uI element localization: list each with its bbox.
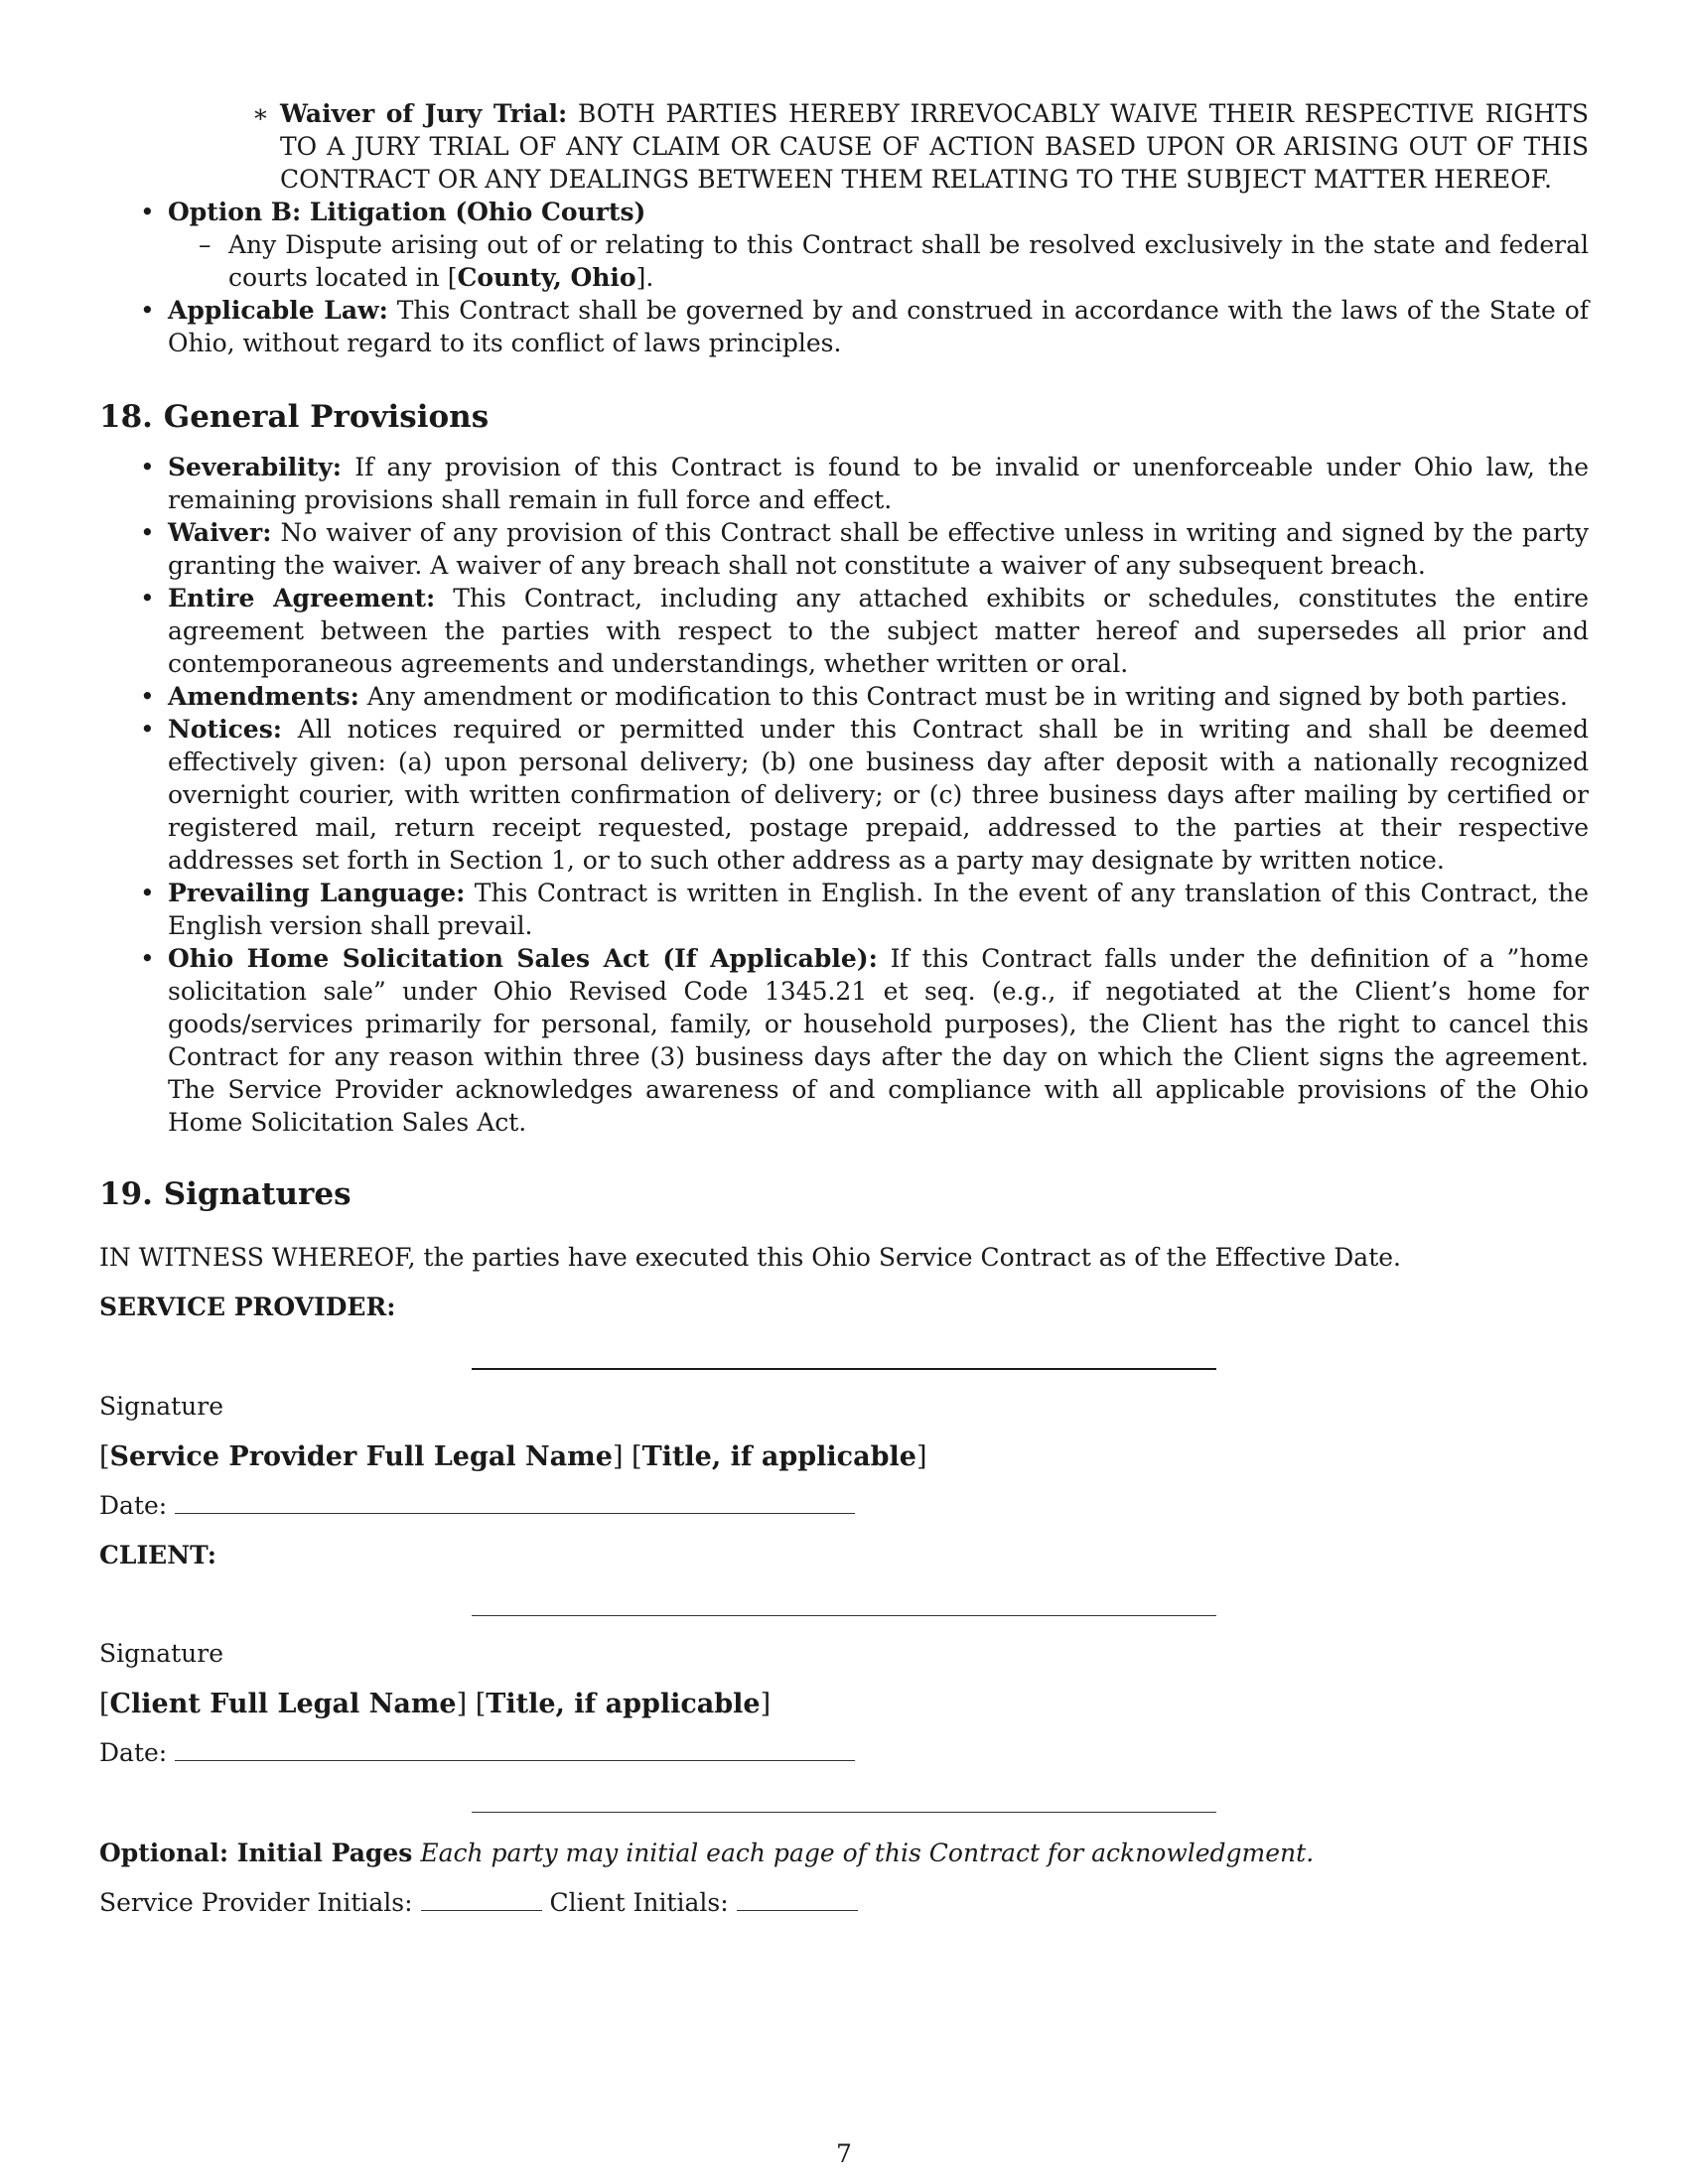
- witness-intro: IN WITNESS WHEREOF, the parties have executed this Ohio Service Contract as of the Effective Date.: [99, 1243, 1401, 1272]
- bullet-icon: •: [140, 453, 155, 481]
- provider-party-label: SERVICE PROVIDER:: [99, 1293, 396, 1321]
- provider-initials-field[interactable]: [421, 1888, 542, 1911]
- option-b-county: County, Ohio: [457, 263, 636, 292]
- provision-item: [140, 680, 1589, 713]
- client-date-label: Date:: [99, 1738, 168, 1767]
- provision-item: [140, 877, 1589, 942]
- dash-bullet: –: [199, 230, 211, 259]
- client-name: Client Full Legal Name: [109, 1689, 457, 1719]
- asterisk-bullet: ∗: [252, 99, 269, 128]
- provision-item: [140, 582, 1589, 680]
- applicable-law-label: Applicable Law:: [168, 296, 388, 325]
- provider-date-field[interactable]: [175, 1491, 855, 1514]
- initials-note: Each party may initial each page of this Contract for acknowledgment.: [420, 1839, 1315, 1867]
- bullet-icon: •: [140, 715, 155, 744]
- client-initials-label: Client Initials:: [549, 1888, 729, 1917]
- provision-item: [140, 451, 1589, 516]
- client-initials-field[interactable]: [737, 1888, 858, 1911]
- client-signature-label: Signature: [99, 1639, 224, 1668]
- provider-name-line: [Service Provider Full Legal Name] [Title, if applicable]: [99, 1441, 927, 1472]
- provision-text: This Contract, including any attached exhibits or schedules, constitutes the entire agreement between the parties with respect to the subject matter hereof and supersedes all prior and contemporaneous agreements and understandings, whether written or oral.: [168, 584, 1589, 678]
- bullet-icon: •: [140, 296, 155, 325]
- option-b-item: [140, 196, 1589, 228]
- client-party-label: CLIENT:: [99, 1541, 217, 1570]
- provider-name: Service Provider Full Legal Name: [109, 1441, 613, 1472]
- jury-waiver-label: Waiver of Jury Trial:: [280, 99, 568, 128]
- provision-item: [140, 516, 1589, 582]
- provision-label: Waiver:: [168, 518, 272, 547]
- bullet-icon: •: [140, 944, 155, 973]
- provider-signature-label: Signature: [99, 1392, 224, 1421]
- provision-text: If any provision of this Contract is found to be invalid or unenforceable under Ohio law, the remaining provisions shall remain in full force and effect.: [168, 453, 1589, 514]
- client-title: Title, if applicable: [486, 1689, 761, 1719]
- client-signature-line[interactable]: [472, 1615, 1216, 1616]
- client-date-field[interactable]: [175, 1738, 855, 1761]
- provision-text: No waiver of any provision of this Contract shall be effective unless in writing and signed by the party granting the waiver. A waiver of any breach shall not constitute a waiver of any subsequent breach.: [168, 518, 1589, 580]
- page-number: 7: [836, 2139, 852, 2168]
- client-date-row: [99, 1738, 855, 1767]
- provision-text: If this Contract falls under the definition of a ”home solicitation sale” under Ohio Revised Code 1345.21 et seq. (e.g., if negotiated at the Client’s home for goods/services primarily for personal, family, or household purposes), the Client has the right to cancel this Contract for any reason within three (3) business days after the day on which the Client signs the agreement. The Service Provider acknowledges awareness of and compliance with all applicable provisions of the Ohio Home Solicitation Sales Act.: [168, 944, 1589, 1137]
- provision-label: Severability:: [168, 453, 343, 481]
- jury-waiver-text: BOTH PARTIES HEREBY IRREVOCABLY WAIVE THEIR RESPECTIVE RIGHTS TO A JURY TRIAL OF ANY CLAIM OR CAUSE OF ACTION BASED UPON OR ARISING OUT OF THIS CONTRACT OR ANY DEALINGS BETWEEN THEM RELATING TO THE SUBJECT MATTER HEREOF.: [280, 99, 1589, 194]
- section-19-heading: 19. Signatures: [99, 1176, 352, 1212]
- bullet-icon: •: [140, 682, 155, 711]
- provider-date-row: [99, 1491, 855, 1520]
- provider-title: Title, if applicable: [641, 1441, 916, 1472]
- initials-label: Optional: Initial Pages: [99, 1839, 413, 1867]
- option-b-subitem: [199, 228, 1589, 294]
- provision-label: Entire Agreement:: [168, 584, 436, 613]
- bullet-icon: •: [140, 198, 155, 226]
- provision-label: Ohio Home Solicitation Sales Act (If Applicable):: [168, 944, 878, 973]
- general-provisions-list: [99, 451, 1589, 1139]
- applicable-law-text: This Contract shall be governed by and construed in accordance with the laws of the State of Ohio, without regard to its conflict of laws principles.: [168, 296, 1590, 357]
- provision-label: Amendments:: [168, 682, 359, 711]
- bullet-icon: •: [140, 879, 155, 907]
- initials-note-row: [99, 1839, 1314, 1867]
- provider-initials-label: Service Provider Initials:: [99, 1888, 413, 1917]
- document-page: [99, 97, 1589, 1224]
- option-b-label: Option B: Litigation (Ohio Courts): [168, 198, 646, 226]
- provision-text: Any amendment or modification to this Contract must be in writing and signed by both parties.: [366, 682, 1568, 711]
- bullet-icon: •: [140, 518, 155, 547]
- option-b-text-pre: Any Dispute arising out of or relating to this Contract shall be resolved exclusively in the state and federal courts located in [: [228, 230, 1589, 292]
- separator-line: [472, 1812, 1216, 1813]
- provision-label: Notices:: [168, 715, 283, 744]
- applicable-law-item: [140, 294, 1590, 359]
- provision-text: All notices required or permitted under this Contract shall be in writing and shall be deemed effectively given: (a) upon personal delivery; (b) one business day after deposit with a nationally recognized overnight courier, with written confirmation of delivery; or (c) three business days after mailing by certified or registered mail, return receipt requested, postage prepaid, addressed to the parties at their respective addresses set forth in Section 1, or to such other address as a party may designate by written notice.: [168, 715, 1590, 875]
- bullet-icon: •: [140, 584, 155, 613]
- provision-text: This Contract is written in English. In the event of any translation of this Contract, the English version shall prevail.: [168, 879, 1589, 940]
- initials-row: [99, 1888, 858, 1917]
- client-name-line: [Client Full Legal Name] [Title, if applicable]: [99, 1689, 772, 1719]
- provider-date-label: Date:: [99, 1491, 168, 1520]
- provision-label: Prevailing Language:: [168, 879, 466, 907]
- provision-item: [140, 713, 1590, 877]
- jury-waiver-item: [252, 97, 1589, 196]
- option-b-text-post: ].: [635, 263, 654, 292]
- provision-item: [140, 942, 1589, 1139]
- provider-signature-line[interactable]: [472, 1368, 1216, 1370]
- section-18-heading: 18. General Provisions: [99, 399, 490, 435]
